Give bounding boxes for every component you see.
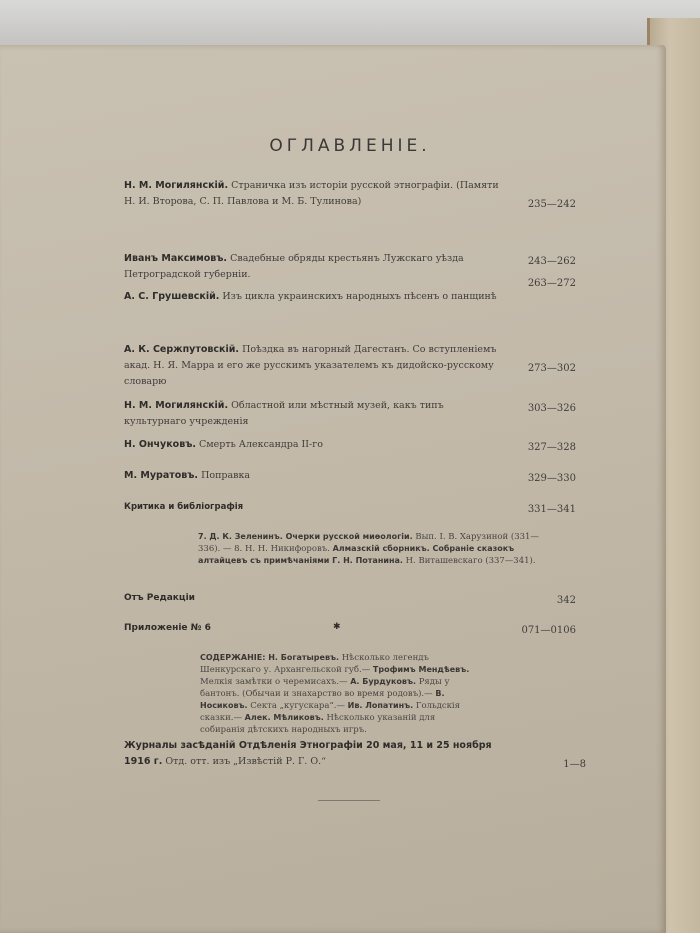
toc-entry-grushevsky <box>124 278 576 305</box>
entry-author: А. С. Грушевскій. <box>124 291 220 302</box>
entry-title: Поправка <box>201 470 251 481</box>
appendix-author: Ив. Лопатинъ. <box>347 701 414 710</box>
entry-section-label: Отъ Редакціи <box>124 593 195 603</box>
appendix-author: Трофимъ Мендѣевъ. <box>372 665 470 674</box>
critique-bold-2: Алмазскій сборникъ. Собраніе сказокъ алтайцевъ съ примѣчаніями Г. Н. Потанина. <box>198 544 515 565</box>
appendix-item: Ряды у бантонъ. (Обычаи и знахарство во время родовъ).— <box>200 677 450 699</box>
entry-pages: 071—0106 <box>521 625 576 636</box>
appendix-author: Алек. Мѣликовъ. <box>244 713 324 722</box>
entry-title: Свадебные обряды крестьянъ Лужскаго уѣзда Петроградской губерніи. <box>124 253 464 280</box>
appendix-item: Секта „кугускара“.— <box>250 701 345 711</box>
divider-rule <box>318 800 380 801</box>
entry-pages: 263—272 <box>527 278 576 289</box>
toc-entry-onchukov <box>124 437 576 453</box>
appendix-author: А. Бурдуковъ. <box>350 677 416 686</box>
entry-author: Н. Ончуковъ. <box>124 439 196 450</box>
appendix-item: Нѣсколько указаній для собиранія дѣтскихъ народныхъ игръ. <box>200 713 436 735</box>
entry-title: Областной или мѣстный музей, какъ типъ культурнаго учрежденія <box>124 400 444 427</box>
journals-source: Отд. отт. изъ „Извѣстій Р. Г. О.“ <box>165 756 326 767</box>
entry-pages: 329—330 <box>527 473 576 484</box>
toc-entry-muratov <box>124 468 576 484</box>
toc-entry-journals <box>124 738 586 770</box>
critique-text-2: Н. Виташевскаго (337—341). <box>405 556 536 566</box>
entry-author: А. К. Сержпутовскій. <box>124 344 240 355</box>
entry-pages: 273—302 <box>527 363 576 374</box>
journals-title: Журналы засѣданій Отдѣленія Этнографіи 20 мая, 11 и 25 ноября <box>124 740 492 751</box>
toc-entry-serzhputovsky <box>124 342 576 390</box>
entry-author: Иванъ Максимовъ. <box>124 253 228 264</box>
entry-pages: 342 <box>556 595 576 606</box>
entry-author: Н. М. Могилянскій. <box>124 180 229 191</box>
appendix-contents <box>200 652 482 736</box>
asterisk-mark: ✱ <box>333 622 341 632</box>
entry-pages: 1—8 <box>563 759 586 770</box>
entry-section-label: Приложеніе № 6 <box>124 623 211 633</box>
toc-entry-maksimov <box>124 251 576 283</box>
appendix-item: Гольдскія сказки.— <box>200 701 461 723</box>
toc-entry-editorial <box>124 590 576 606</box>
entry-pages: 303—326 <box>527 403 576 414</box>
critique-text-1: Вып. I. В. Харузиной (331—336). — 8. Н. Н. Никифоровъ. <box>198 532 539 554</box>
toc-entry-appendix <box>124 620 576 636</box>
toc-entry-mogilyansky-1 <box>124 178 576 210</box>
entry-pages: 235—242 <box>527 199 576 210</box>
entry-title: Страничка изъ исторіи русской этнографіи. (Памяти Н. И. Второва, С. П. Павлова и М. Б. Тулинова) <box>124 180 499 207</box>
entry-title: Смерть Александра II-го <box>199 439 323 450</box>
toc-entry-mogilyansky-2 <box>124 398 576 430</box>
appendix-author: СОДЕРЖАНІЕ: Н. Богатыревъ. <box>200 653 340 662</box>
toc-entry-critique <box>124 499 576 515</box>
appendix-item: Нѣсколько легендъ Шенкурскаго у. Архангельской губ.— <box>200 653 429 675</box>
entry-pages: 331—341 <box>527 504 576 515</box>
entry-author: Н. М. Могилянскій. <box>124 400 229 411</box>
entry-section-label: Критика и библіографія <box>124 502 244 512</box>
appendix-item: Мелкія замѣтки о черемисахъ.— <box>200 677 348 687</box>
entry-pages: 327—328 <box>527 442 576 453</box>
journals-year: 1916 г. <box>124 756 163 767</box>
entry-title: Изъ цикла украинскихъ народныхъ пѣсенъ о панщинѣ <box>222 291 497 302</box>
entry-author: М. Муратовъ. <box>124 470 199 481</box>
appendix-author: В. Носиковъ. <box>200 689 445 710</box>
critique-bold-1: 7. Д. К. Зеленинъ. Очерки русской миѳологіи. <box>198 532 413 541</box>
page-title: ОГЛАВЛЕНІЕ. <box>269 136 431 156</box>
entry-pages: 243—262 <box>527 256 576 267</box>
critique-details <box>198 531 558 567</box>
entry-title: Поѣздка въ нагорный Дагестанъ. Со вступленіемъ акад. Н. Я. Марра и его же русскимъ указателемъ къ дидойско-русскому словарю <box>124 344 497 387</box>
